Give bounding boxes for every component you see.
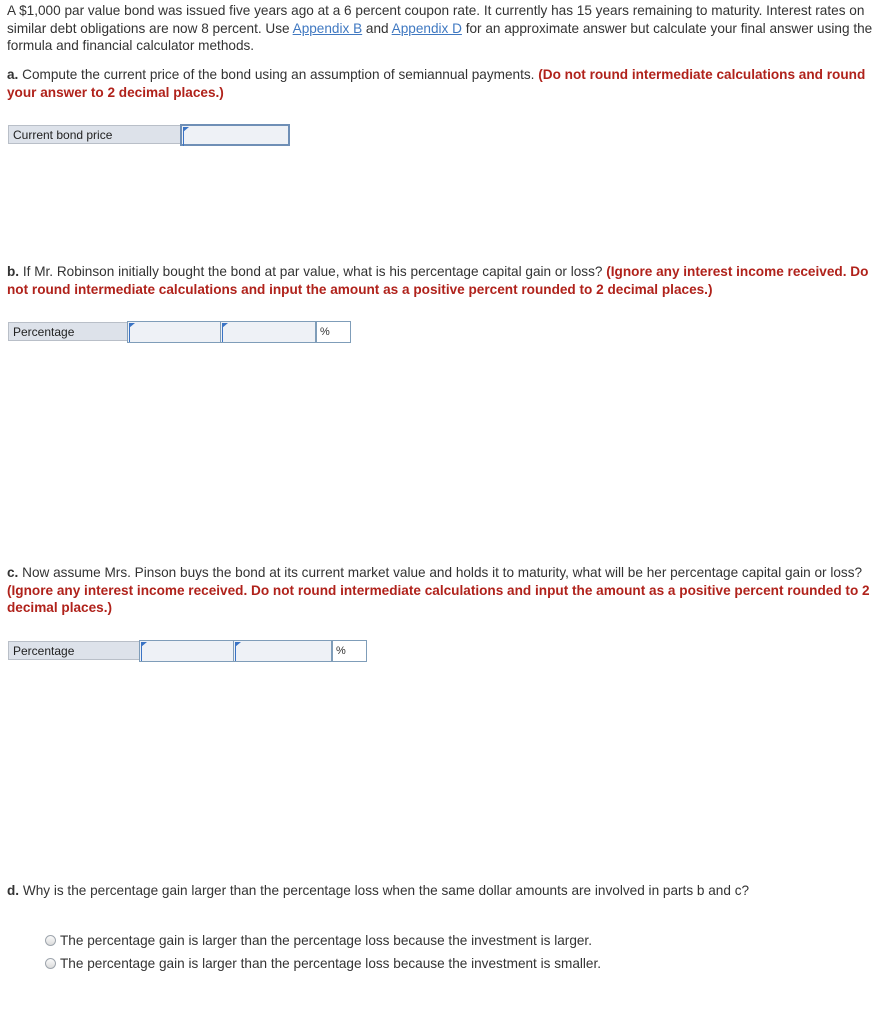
gain-loss-b-select[interactable] bbox=[127, 321, 222, 343]
question-d bbox=[7, 882, 887, 900]
question-a-text: Compute the current price of the bond using an assumption of semiannual payments. bbox=[18, 67, 539, 82]
question-c bbox=[7, 564, 887, 617]
problem-statement bbox=[7, 2, 887, 55]
current-bond-price-input[interactable] bbox=[180, 124, 290, 146]
gain-loss-c-select[interactable] bbox=[139, 640, 235, 662]
radio-option-1[interactable] bbox=[45, 935, 56, 946]
question-d-label: d. bbox=[7, 883, 20, 898]
radio-option-2[interactable] bbox=[45, 958, 56, 969]
question-c-label: c. bbox=[7, 565, 19, 580]
question-b-label: b. bbox=[7, 264, 20, 279]
question-c-note: (Ignore any interest income received. Do not round intermediate calculations and input the amount as a positive percent rounded to 2 decimal places.) bbox=[7, 582, 870, 615]
appendix-b-link[interactable]: Appendix B bbox=[292, 20, 363, 36]
question-b bbox=[7, 263, 887, 298]
intro-text-2: for an approximate answer but calculate your final answer using the formula and financial calculator methods. bbox=[7, 20, 873, 53]
option-1-text: The percentage gain is larger than the percentage loss because the investment is larger. bbox=[60, 933, 592, 948]
percent-b-unit: % bbox=[316, 321, 351, 343]
percentage-c-input[interactable] bbox=[233, 640, 332, 662]
percentage-c-label: Percentage bbox=[8, 641, 141, 660]
intro-and: and bbox=[362, 20, 392, 36]
question-a-label: a. bbox=[7, 67, 19, 82]
percentage-b-label: Percentage bbox=[8, 322, 129, 341]
option-1[interactable] bbox=[45, 931, 592, 951]
question-a-note: (Do not round intermediate calculations and round your answer to 2 decimal places.) bbox=[7, 67, 866, 100]
question-b-text: If Mr. Robinson initially bought the bond at par value, what is his percentage capital gain or loss? bbox=[19, 264, 607, 279]
intro-text: A $1,000 par value bond was issued five years ago at a 6 percent coupon rate. It currently has 15 years remaining to maturity. Interest rates on similar debt obligations are now 8 percent. Use bbox=[7, 3, 865, 36]
question-c-text: Now assume Mrs. Pinson buys the bond at its current market value and holds it to maturity, what will be her percentage capital gain or loss? bbox=[18, 565, 863, 580]
current-bond-price-label: Current bond price bbox=[8, 125, 182, 144]
question-b-note: (Ignore any interest income received. Do not round intermediate calculations and input the amount as a positive percent rounded to 2 decimal places.) bbox=[7, 264, 869, 297]
question-a bbox=[7, 66, 887, 101]
question-d-text: Why is the percentage gain larger than the percentage loss when the same dollar amounts are involved in parts b and c? bbox=[19, 883, 750, 898]
appendix-d-link[interactable]: Appendix D bbox=[391, 20, 462, 36]
percent-c-unit: % bbox=[332, 640, 367, 662]
option-2[interactable] bbox=[45, 954, 601, 974]
percentage-b-input[interactable] bbox=[220, 321, 316, 343]
option-2-text: The percentage gain is larger than the percentage loss because the investment is smaller. bbox=[60, 956, 602, 971]
